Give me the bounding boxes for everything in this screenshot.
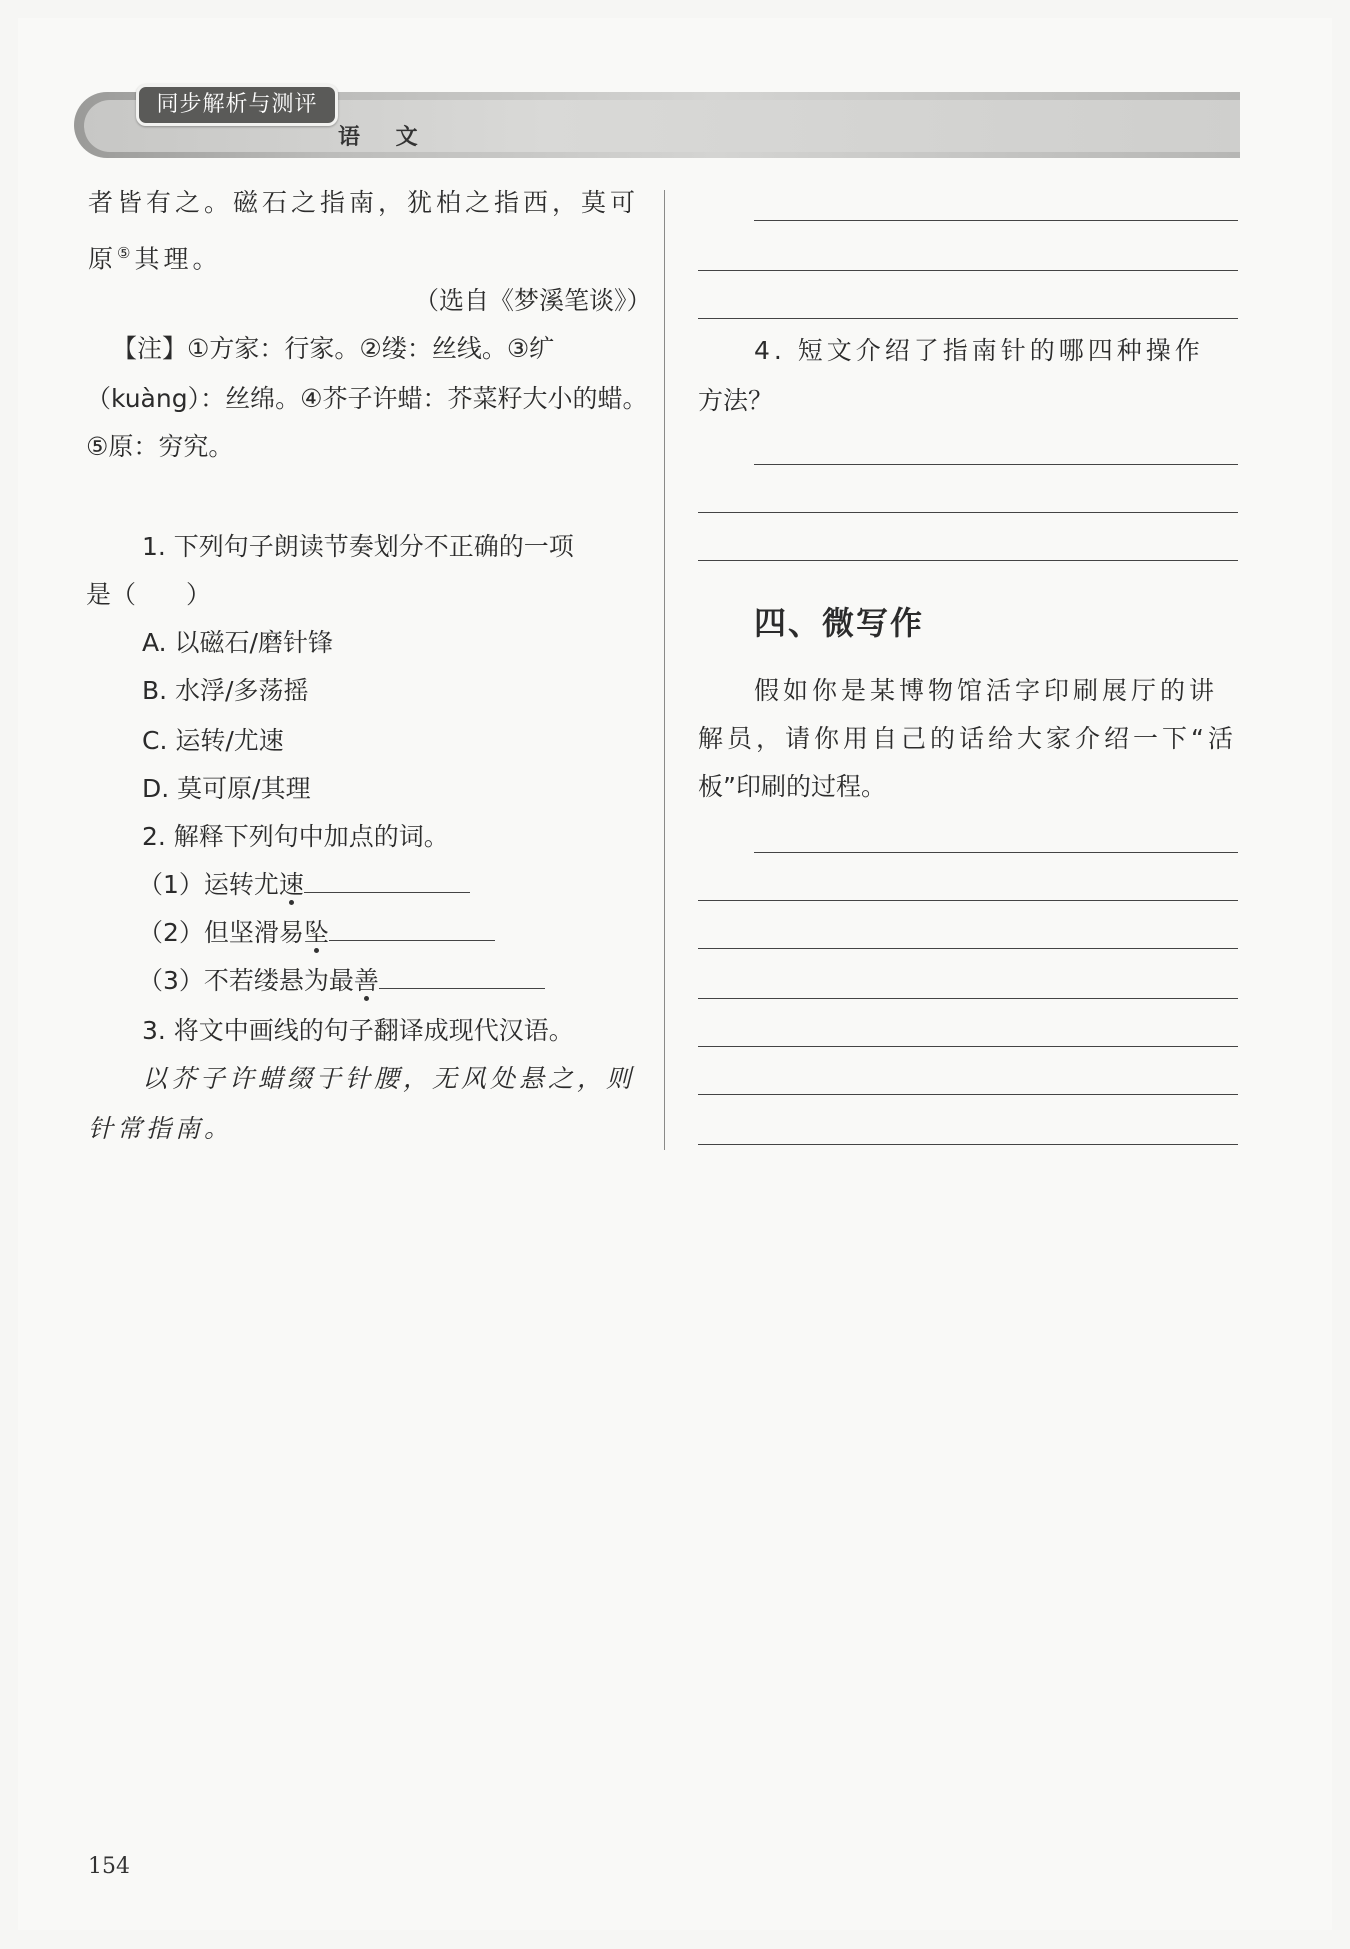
answer-line[interactable] [698,270,1238,271]
answer-line[interactable] [698,900,1238,901]
answer-line[interactable] [698,1144,1238,1145]
item-text: （3）不若缕悬为最 [138,966,354,995]
passage-word: 其理。 [134,244,222,274]
question-1-line-2: 是（ ） [86,580,212,609]
question-2: 2. 解释下列句中加点的词。 [142,822,449,851]
note-line-1: 【注】①方家：行家。②缕：丝线。③纩 [112,334,555,363]
answer-blank[interactable] [304,870,470,893]
emphasized-word: 善 [353,966,379,995]
emphasized-word: 速 [278,870,304,899]
translate-sentence-line-2: 针常指南。 [88,1114,234,1143]
option-b: B. 水浮/多荡摇 [142,676,309,705]
micro-writing-line-3: 板”印刷的过程。 [698,772,886,801]
page-number: 154 [88,1854,130,1879]
answer-line[interactable] [698,318,1238,319]
emphasized-word: 坠 [303,918,329,947]
passage-word: 原 [88,244,118,274]
answer-line[interactable] [698,1046,1238,1047]
answer-line[interactable] [698,512,1238,513]
question-3: 3. 将文中画线的句子翻译成现代汉语。 [142,1016,574,1045]
question-2-item-1 [138,870,470,900]
answer-line[interactable] [754,852,1238,853]
option-a: A. 以磁石/磨针锋 [142,628,333,657]
answer-line[interactable] [698,998,1238,999]
question-4-line-2: 方法？ [698,386,774,415]
note-line-2: （kuàng）：丝绵。④芥子许蜡：芥菜籽大小的蜡。 [86,384,648,413]
series-title: 同步解析与测评 [136,84,338,126]
translate-sentence-line-1: 以芥子许蜡缀于针腰，无风处悬之，则 [142,1064,636,1093]
item-text: （1）运转尤 [138,870,279,899]
source-citation: （选自《梦溪笔谈》） [414,286,652,315]
question-1-line-1: 1. 下列句子朗读节奏划分不正确的一项 [142,532,574,561]
answer-line[interactable] [754,220,1238,221]
answer-blank[interactable] [329,918,495,941]
question-2-item-3 [138,966,545,996]
answer-blank[interactable] [379,966,545,989]
answer-line[interactable] [698,948,1238,949]
item-text: （2）但坚滑易 [138,918,304,947]
subject-title: 语 文 [338,125,432,150]
passage-line-1: 者皆有之。磁石之指南，犹柏之指西，莫可 [88,188,640,217]
note-line-3: ⑤原：穷究。 [86,432,234,461]
answer-line[interactable] [698,560,1238,561]
question-2-item-2 [138,918,495,948]
column-divider [664,190,665,1150]
answer-line[interactable] [698,1094,1238,1095]
micro-writing-line-2: 解员，请你用自己的话给大家介绍一下“活 [698,724,1237,753]
footnote-marker: ⑤ [117,244,135,262]
question-4-line-1: 4. 短文介绍了指南针的哪四种操作 [754,336,1204,365]
answer-line[interactable] [754,464,1238,465]
section-title: 四、微写作 [754,604,925,642]
option-d: D. 莫可原/其理 [142,774,311,803]
micro-writing-line-1: 假如你是某博物馆活字印刷展厅的讲 [754,676,1219,705]
option-c: C. 运转/尤速 [142,726,284,755]
passage-line-2 [88,238,221,274]
